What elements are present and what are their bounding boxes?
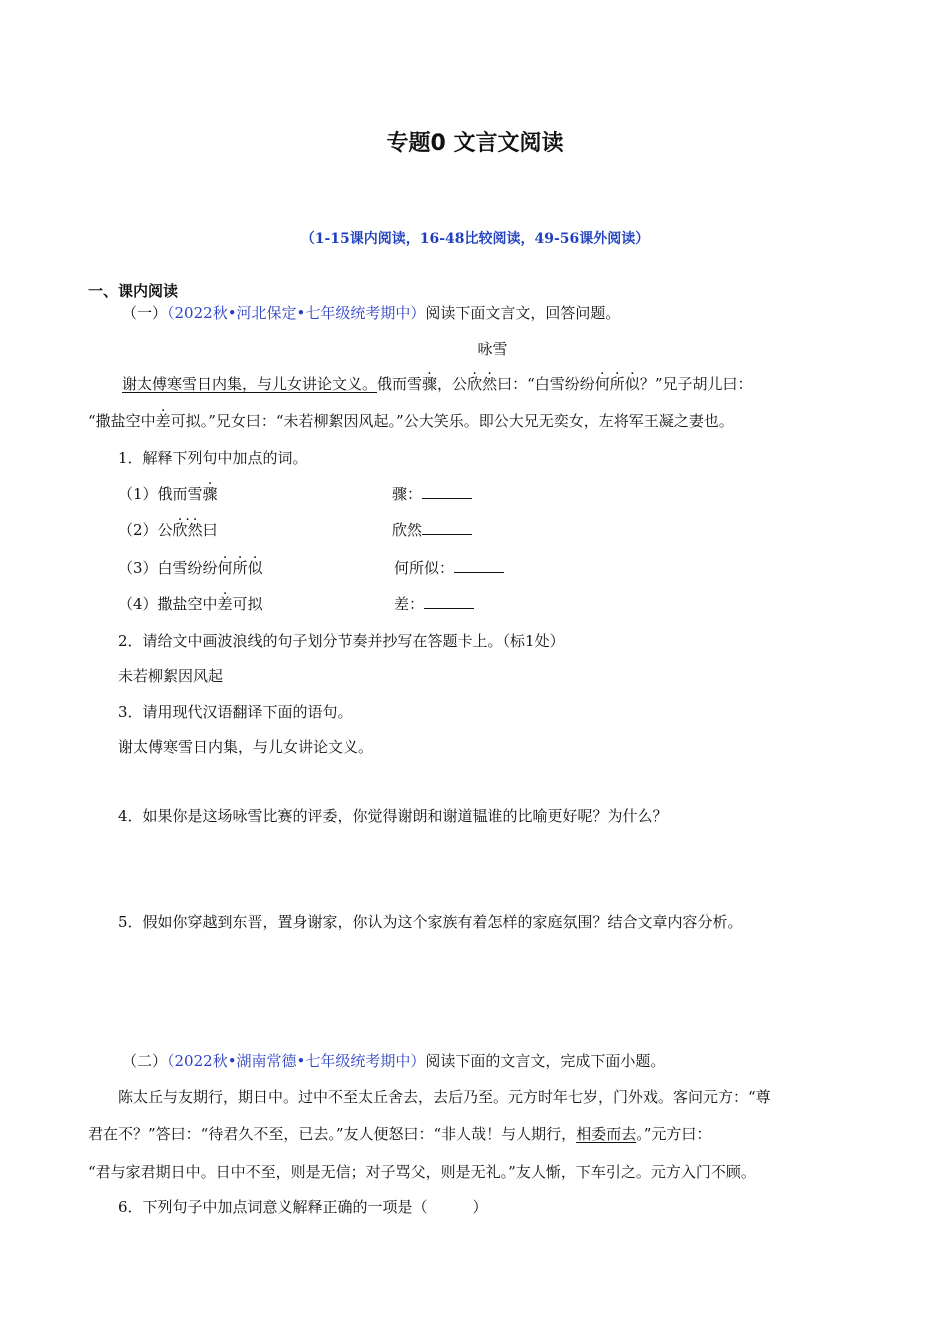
- dotted-word: 所: [609, 375, 625, 393]
- part1-instruction: 阅读下面文言文，回答问题。: [425, 304, 621, 322]
- section-heading: 一、课内阅读: [88, 282, 179, 300]
- part1-source: （2022秋•河北保定•七年级统考期中）: [167, 304, 426, 322]
- answer-blank[interactable]: [422, 484, 472, 499]
- passage-line-2: “撒盐空中差可拟。”兄女曰：“未若柳絮因风起。”公大笑乐。即公大兄无奕女，左将军王凝之妻也。: [88, 412, 734, 430]
- poem-title: 咏雪: [477, 340, 508, 358]
- part2-line-2: 君在不？”答曰：“待君久不至，已去。”友人便怒曰：“非人哉！与人期行，相委而去。”元方曰：: [88, 1125, 712, 1143]
- question-6: 6．下列句子中加点词意义解释正确的一项是（ ）: [118, 1198, 488, 1216]
- question-4: 4．如果你是这场咏雪比赛的评委，你觉得谢朗和谢道韫谁的比喻更好呢？为什么？: [118, 807, 668, 825]
- q1-answer-2[interactable]: 欣然: [392, 520, 472, 540]
- answer-blank[interactable]: [422, 520, 472, 535]
- q1-answer-3[interactable]: 何所似：: [394, 558, 504, 578]
- part1-label: （一）: [122, 304, 168, 322]
- q1-answer-1[interactable]: 骤：: [392, 484, 472, 504]
- answer-blank[interactable]: [454, 558, 504, 573]
- q1-item-1: （1）俄而雪骤: [118, 485, 218, 503]
- part2-header: [122, 1051, 665, 1071]
- answer-blank[interactable]: [424, 594, 474, 609]
- part2-instruction: 阅读下面的文言文，完成下面小题。: [425, 1052, 666, 1070]
- part2-source: （2022秋•湖南常德•七年级统考期中）: [167, 1052, 426, 1070]
- q3-sentence: 谢太傅寒雪日内集，与儿女讲论文义。: [118, 738, 374, 756]
- question-3: 3．请用现代汉语翻译下面的语句。: [118, 703, 353, 721]
- page-subtitle: （1-15课内阅读，16-48比较阅读，49-56课外阅读）: [300, 231, 650, 247]
- dotted-word: 似: [624, 375, 640, 393]
- part1-header: [122, 303, 620, 323]
- q1-item-3: （3）白雪纷纷何所似: [118, 559, 263, 577]
- q1-answer-4[interactable]: 差：: [394, 594, 474, 614]
- dotted-word: 然: [482, 375, 498, 393]
- q1-item-2: （2）公欣然曰: [118, 521, 218, 539]
- underlined-phrase: 相委而去: [576, 1125, 637, 1143]
- part2-label: （二）: [122, 1052, 168, 1070]
- part2-line-3: “君与家君期日中。日中不至，则是无信；对子骂父，则是无礼。”友人惭，下车引之。元方入门不顾。: [88, 1163, 756, 1181]
- dotted-word: 何: [594, 375, 610, 393]
- question-5: 5．假如你穿越到东晋，置身谢家，你认为这个家族有着怎样的家庭氛围？结合文章内容分析。: [118, 913, 743, 931]
- dotted-word: 欣: [467, 375, 483, 393]
- question-2: 2．请给文中画波浪线的句子划分节奏并抄写在答题卡上。（标1处）: [118, 632, 565, 650]
- page-title: 专题0 文言文阅读: [386, 131, 564, 156]
- question-1: 1．解释下列句中加点的词。: [118, 449, 308, 467]
- q1-item-4: （4）撒盐空中差可拟: [118, 595, 263, 613]
- dotted-word: 骤: [422, 375, 438, 393]
- dotted-word: 差: [155, 412, 171, 430]
- passage-line-1: 谢太傅寒雪日内集，与儿女讲论文义。俄而雪骤，公欣然曰：“白雪纷纷何所似？”兄子胡儿曰：: [122, 375, 753, 393]
- q2-sentence: 未若柳絮因风起: [118, 667, 224, 685]
- underlined-sentence: 谢太傅寒雪日内集，与儿女讲论文义。: [122, 375, 378, 393]
- part2-line-1: 陈太丘与友期行，期日中。过中不至太丘舍去，去后乃至。元方时年七岁，门外戏。客问元方：“尊: [118, 1088, 771, 1106]
